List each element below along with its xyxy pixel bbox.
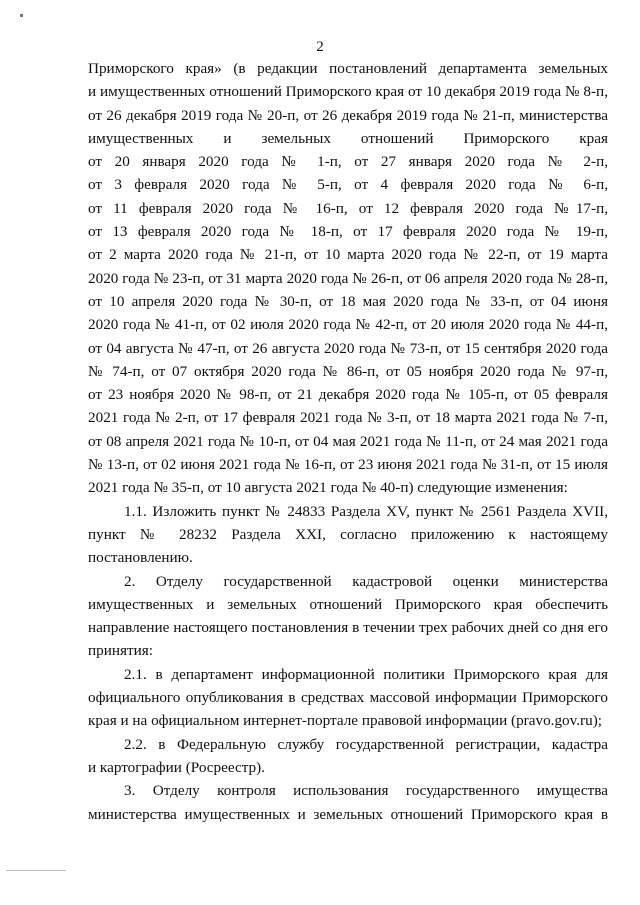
text-line: от 11 февраля 2020 года № 16-п, от 12 февраля 2020 года №17-п,	[88, 199, 608, 217]
paragraph-2-line: принятия:	[88, 642, 153, 660]
paragraph-2-2-line: 2.2. в Федеральную службу государственной регистрации, кадастра	[124, 735, 608, 753]
text-line: от 10 апреля 2020 года № 30-п, от 18 мая 2020 года № 33-п, от 04 июня	[88, 292, 608, 310]
text-line: и имущественных отношений Приморского края от 10 декабря 2019 года № 8-п,	[88, 83, 608, 101]
paragraph-1-1-line: пункт № 28232 Раздела XXI, согласно приложению к настоящему	[88, 525, 608, 543]
text-line: от 13 февраля 2020 года № 18-п, от 17 февраля 2020 года № 19-п,	[88, 223, 608, 241]
page-number: 2	[316, 39, 324, 55]
paragraph-3-line: 3. Отделу контроля использования государственного имущества	[124, 782, 608, 800]
scan-artifact	[20, 14, 23, 17]
paragraph-2-line: направление настоящего постановления в течении трех рабочих дней со дня его	[88, 619, 608, 637]
text-line: от 23 ноября 2020 № 98-п, от 21 декабря 2020 года № 105-п, от 05 февраля	[88, 386, 608, 404]
paragraph-2-1-line: края и на официальном интернет-портале правовой информации (pravo.gov.ru);	[88, 712, 602, 730]
paragraph-2-line: имущественных и земельных отношений Приморского края обеспечить	[88, 595, 608, 613]
paragraph-2-2-line: и картографии (Росреестр).	[88, 758, 265, 776]
scan-artifact-bottom	[6, 870, 66, 871]
text-line: № 13-п, от 02 июня 2021 года № 16-п, от 23 июня 2021 года № 31-п, от 15 июля	[88, 456, 608, 474]
paragraph-2-1-line: официального опубликования в средствах массовой информации Приморского	[88, 689, 608, 707]
paragraph-2-1-line: 2.1. в департамент информационной политики Приморского края для	[124, 665, 608, 683]
text-line: от 3 февраля 2020 года № 5-п, от 4 февраля 2020 года № 6-п,	[88, 176, 608, 194]
text-line: 2020 года № 41-п, от 02 июля 2020 года № 42-п, от 20 июля 2020 года № 44-п,	[88, 316, 608, 334]
text-line: имущественных и земельных отношений Приморского края	[88, 129, 608, 147]
text-line: Приморского края» (в редакции постановлений департамента земельных	[88, 60, 608, 77]
text-line: № 74-п, от 07 октября 2020 года № 86-п, от 05 ноября 2020 года № 97-п,	[88, 362, 608, 380]
text-line: от 20 января 2020 года № 1-п, от 27 января 2020 года № 2-п,	[88, 153, 608, 171]
text-line: 2021 года № 35-п, от 10 августа 2021 года № 40-п) следующие изменения:	[88, 479, 568, 497]
paragraph-1-1-line: постановлению.	[88, 549, 193, 567]
paragraph-1-1-line: 1.1. Изложить пункт № 24833 Раздела XV, пункт № 2561 Раздела XVII,	[124, 502, 608, 520]
text-line: от 04 августа № 47-п, от 26 августа 2020 года № 73-п, от 15 сентября 2020 года	[88, 339, 608, 357]
text-line: от 26 декабря 2019 года № 20-п, от 26 декабря 2019 года № 21-п, министерства	[88, 106, 608, 124]
paragraph-2-line: 2. Отделу государственной кадастровой оценки министерства	[124, 572, 608, 590]
text-line: 2021 года № 2-п, от 17 февраля 2021 года № 3-п, от 18 марта 2021 года № 7-п,	[88, 409, 608, 427]
text-line: от 08 апреля 2021 года № 10-п, от 04 мая 2021 года № 11-п, от 24 мая 2021 года	[88, 432, 608, 450]
text-line: 2020 года № 23-п, от 31 марта 2020 года № 26-п, от 06 апреля 2020 года № 28-п,	[88, 269, 608, 287]
paragraph-3-line: министерства имущественных и земельных отношений Приморского края в	[88, 805, 608, 823]
document-body	[88, 57, 608, 826]
text-line: от 2 марта 2020 года № 21-п, от 10 марта 2020 года № 22-п, от 19 марта	[88, 246, 608, 264]
